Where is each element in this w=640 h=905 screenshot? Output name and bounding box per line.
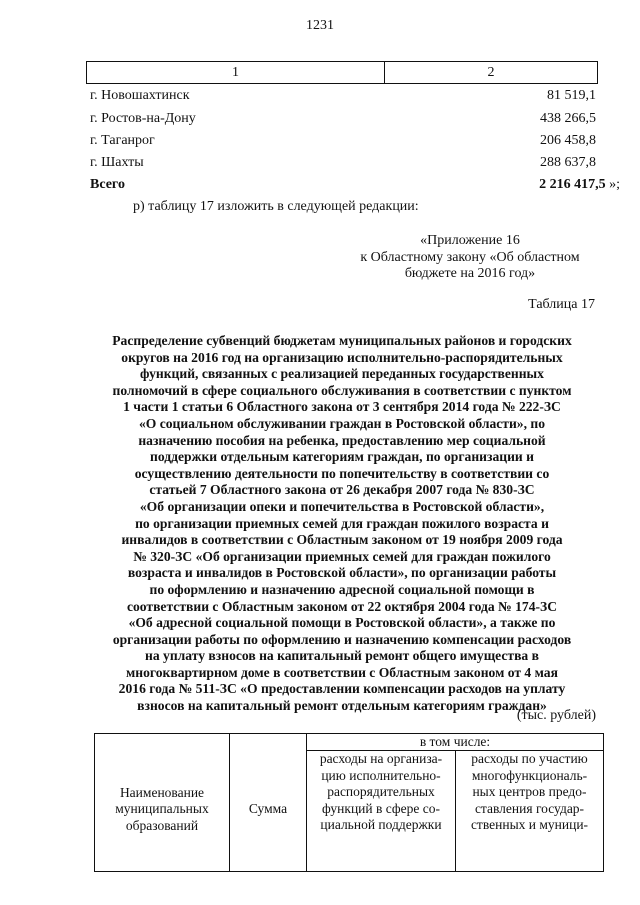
header-line: расходы по участию (471, 751, 588, 766)
heading-line: округов на 2016 год на организацию исполнительно-распорядительных (121, 349, 563, 365)
heading-line: № 320-ЗС «Об организации приемных семей для граждан пожилого (133, 548, 551, 564)
units-label: (тыс. рублей) (516, 708, 596, 723)
municipality-value: 288 637,8 (540, 155, 596, 170)
total-value-group (539, 177, 620, 193)
heading-line: полномочий в сфере социального обслуживания в соответствии с пунктом (112, 382, 572, 398)
appendix-note (330, 233, 610, 283)
header-line: образований (125, 817, 199, 833)
column-2-header: 2 (385, 62, 598, 84)
appendix-line: бюджете на 2016 год» (404, 266, 536, 281)
municipality-value: 206 458,8 (540, 133, 596, 148)
heading-line: осуществлению деятельности по попечительству в соответствии со (134, 465, 550, 481)
municipality-name: г. Шахты (90, 155, 144, 170)
header-municipality-name (95, 734, 230, 872)
header-line: распорядительных (327, 784, 435, 800)
amendment-instruction: р) таблицу 17 изложить в следующей редакции: (133, 199, 419, 214)
heading-line: «Об организации опеки и попечительства в Ростовской области», (139, 498, 545, 514)
header-line: муниципальных (115, 801, 209, 817)
header-line: функций в сфере со- (322, 800, 440, 816)
table-label: Таблица 17 (528, 297, 595, 312)
table-row (90, 111, 596, 127)
total-row (90, 177, 620, 193)
heading-line: многоквартирном доме в соответствии с Областным законом от 4 мая (126, 664, 558, 680)
table-row (90, 133, 596, 149)
municipality-name: г. Таганрог (90, 133, 155, 148)
table-row (90, 155, 596, 171)
header-line: ственных и муници- (470, 817, 589, 833)
summary-table-header (86, 61, 598, 84)
heading-line: возраста и инвалидов в Ростовской области», по организации работы (127, 565, 557, 581)
total-label: Всего (90, 177, 125, 192)
municipality-value: 81 519,1 (547, 88, 596, 103)
page-number: 1231 (306, 18, 334, 33)
header-line: цию исполнительно- (321, 767, 441, 783)
heading-line: 2016 года № 511-ЗС «О предоставлении компенсации расходов на уплату (118, 681, 566, 697)
municipality-name: г. Ростов-на-Дону (90, 111, 196, 126)
header-subcolumn-1 (307, 751, 456, 872)
heading-line: по организации приемных семей для граждан пожилого возраста и (135, 515, 549, 531)
heading-line: организации работы по оформлению и назначению компенсации расходов (112, 631, 572, 647)
column-1-header: 1 (87, 62, 385, 84)
header-line: Наименование (119, 784, 205, 800)
heading-line: «О социальном обслуживании граждан в Ростовской области», по (138, 415, 546, 431)
header-line: ставления государ- (474, 800, 585, 816)
header-line: многофункциональ- (471, 767, 588, 783)
header-line: ных центров предо- (472, 784, 587, 800)
header-sum: Сумма (230, 734, 307, 872)
header-including: в том числе: (307, 734, 604, 751)
heading-line: по оформлению и назначению адресной социальной помощи в (149, 581, 535, 597)
appendix-line: «Приложение 16 (420, 233, 520, 248)
heading-line: «Об адресной социальной помощи в Ростовской области», а также по (128, 615, 556, 631)
municipality-name: г. Новошахтинск (90, 88, 190, 103)
header-line: расходы на организа- (319, 751, 443, 766)
heading-line: соответствии с Областным законом от 22 октября 2004 года № 174-ЗС (126, 598, 558, 614)
header-subcolumn-2 (456, 751, 604, 872)
distribution-table-header (94, 733, 604, 872)
heading-line: статьей 7 Областного закона от 26 декабря 2007 года № 830-ЗС (149, 482, 535, 498)
heading-line: Распределение субвенций бюджетам муниципальных районов и городских (112, 333, 572, 348)
header-line: циальной поддержки (320, 817, 442, 833)
heading-line: функций, связанных с реализацией переданных государственных (140, 366, 544, 382)
appendix-line: к Областному закону «Об областном (360, 249, 580, 265)
municipality-value: 438 266,5 (540, 111, 596, 126)
heading-line: взносов на капитальный ремонт отдельным категориям граждан» (137, 698, 547, 714)
heading-line: инвалидов в соответствии с Областным законом от 19 ноября 2009 года (121, 532, 563, 548)
heading-line: назначению пособия на ребенка, предоставлению мер социальной (138, 432, 546, 448)
table-row (90, 88, 596, 104)
heading-line: 1 части 1 статьи 6 Областного закона от 3 сентября 2014 года № 222-ЗС (123, 399, 561, 415)
heading-line: на уплату взносов на капитальный ремонт общего имущества в (145, 648, 539, 664)
total-value: 2 216 417,5 (539, 177, 606, 192)
heading-line: поддержки отдельным категориям граждан, по организации и (150, 449, 534, 465)
total-suffix: »; (605, 177, 620, 192)
table-heading (78, 333, 606, 715)
